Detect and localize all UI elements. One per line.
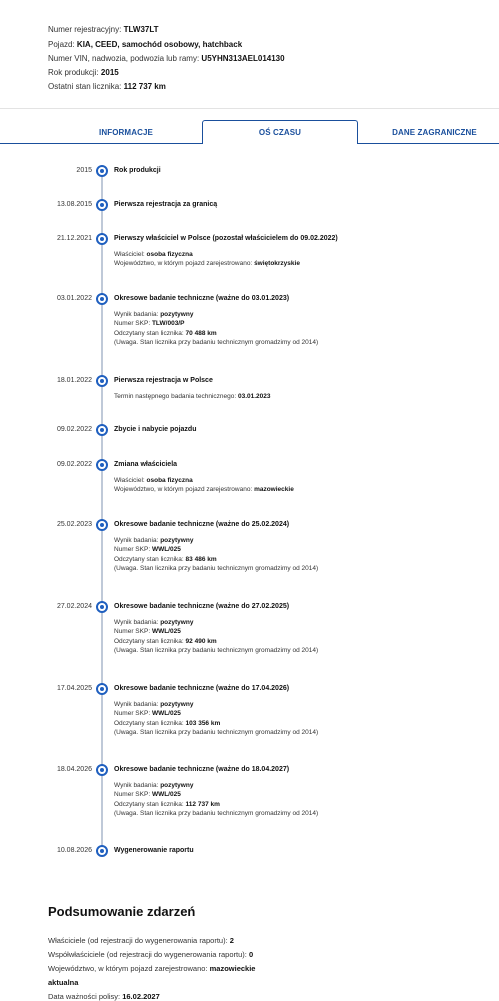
event-details [114,618,318,655]
detail-label: Odczytany stan licznika: [114,637,184,645]
event-date: 18.04.2026 [56,766,92,773]
detail-label: Właściciel: [114,251,145,258]
detail-label: (Uwaga. Stan licznika przy badaniu technicznym gromadzimy od 2014) [114,564,319,572]
event-detail-line [114,338,318,347]
summary-row-policy-date [48,992,160,1001]
detail-value: pozytywny [160,701,194,708]
tab-os-czasu[interactable]: OŚ CZASU [202,120,358,144]
event-detail-line [114,627,318,636]
event-detail-line [114,781,318,790]
summary-title: Podsumowanie zdarzeń [48,904,196,919]
event-title: Okresowe badanie techniczne (ważne do 17.04.2026) [114,685,290,692]
detail-label: Termin następnego badania technicznego: [114,393,237,400]
registration-label: Numer rejestracyjny: [48,25,122,34]
detail-label: Wynik badania: [114,619,159,626]
tab-underline-left [0,143,202,144]
event-title: Okresowe badanie techniczne (ważne do 03.01.2023) [114,295,290,302]
detail-value: 70 488 km [185,329,217,337]
event-details [114,781,318,818]
vehicle-value: KIA, CEED, samochód osobowy, hatchback [76,40,243,49]
timeline-dot-icon [96,459,108,471]
event-detail-line [114,646,318,655]
timeline-dot-icon [96,424,108,436]
detail-value: TLW/003/P [151,320,185,328]
odometer-label: Ostatni stan licznika: [48,82,122,91]
event-details [114,250,300,269]
detail-label: Numer SKP: [114,320,151,328]
event-detail-line [114,637,318,646]
timeline-dot-icon [96,683,108,695]
event-title: Pierwsza rejestracja za granicą [114,201,218,208]
production-year-value: 2015 [100,68,119,77]
summary-label: Województwo, w którym pojazd zarejestrowano: [48,964,208,973]
vin-label: Numer VIN, nadwozia, podwozia lub ramy: [48,54,200,63]
timeline-dot-icon [96,845,108,857]
detail-value: WWL/025 [151,546,181,554]
odometer-row [48,82,166,92]
detail-value: pozytywny [160,782,194,789]
divider [0,108,499,109]
summary-value: 0 [248,950,254,959]
timeline-dot-icon [96,519,108,531]
event-detail-line [114,555,318,564]
event-details [114,536,318,573]
event-detail-line [114,564,318,573]
detail-value: pozytywny [160,619,194,626]
detail-value: WWL/025 [151,710,181,718]
event-date: 10.08.2026 [56,847,92,854]
summary-row-policy-status [48,978,78,987]
event-detail-line [114,790,318,799]
timeline-dot-icon [96,601,108,613]
registration-value: TLW37LT [123,25,159,34]
event-detail-line [114,319,318,328]
event-title: Pierwszy właściciel w Polsce (pozostał właścicielem do 09.02.2022) [114,235,338,242]
detail-label: Numer SKP: [114,628,151,636]
detail-value: WWL/025 [151,791,181,799]
detail-label: (Uwaga. Stan licznika przy badaniu technicznym gromadzimy od 2014) [114,809,319,817]
timeline-dot-icon [96,199,108,211]
detail-value: mazowieckie [254,486,294,494]
event-details [114,700,318,737]
vehicle-label: Pojazd: [48,40,75,49]
event-detail-line [114,259,300,268]
detail-label: Właściciel: [114,477,145,484]
event-date: 2015 [76,167,92,174]
summary-label: Współwłaściciele (od rejestracji do wygenerowania raportu): [48,950,247,959]
event-date: 13.08.2015 [56,201,92,208]
production-year-row [48,68,119,78]
event-date: 18.01.2022 [56,377,92,384]
event-date: 27.02.2024 [56,603,92,610]
timeline-dot-icon [96,233,108,245]
vin-row [48,54,285,64]
production-year-label: Rok produkcji: [48,68,99,77]
event-detail-line [114,800,318,809]
detail-value: 92 490 km [185,637,217,645]
event-detail-line [114,536,318,545]
detail-value: osoba fizyczna [146,477,193,484]
detail-value: osoba fizyczna [146,251,193,258]
timeline-dot-icon [96,764,108,776]
detail-label: Wynik badania: [114,701,159,708]
vin-value: U5YHN313AEL014130 [201,54,285,63]
timeline-dot-icon [96,293,108,305]
detail-label: Wynik badania: [114,311,159,318]
event-title: Wygenerowanie raportu [114,847,194,854]
summary-label: Właściciele (od rejestracji do wygenerowania raportu): [48,936,228,945]
event-detail-line [114,618,318,627]
event-title: Okresowe badanie techniczne (ważne do 18.04.2027) [114,766,290,773]
detail-label: (Uwaga. Stan licznika przy badaniu technicznym gromadzimy od 2014) [114,646,319,654]
event-date: 17.04.2025 [56,685,92,692]
event-detail-line [114,719,318,728]
event-date: 09.02.2022 [56,461,92,468]
summary-row-owners [48,936,234,945]
vehicle-row [48,40,242,50]
detail-label: (Uwaga. Stan licznika przy badaniu technicznym gromadzimy od 2014) [114,338,319,346]
event-detail-line [114,709,318,718]
detail-value: pozytywny [160,311,194,318]
detail-label: Wynik badania: [114,537,159,544]
timeline-line [101,166,103,852]
timeline-dot-icon [96,375,108,387]
event-detail-line [114,809,318,818]
tab-informacje[interactable]: INFORMACJE [99,127,153,137]
detail-label: Numer SKP: [114,791,151,799]
detail-value: 103 356 km [185,719,221,727]
detail-value: 112 737 km [185,800,220,808]
summary-value: 16.02.2027 [122,992,160,1001]
event-detail-line [114,476,294,485]
detail-label: Województwo, w którym pojazd zarejestrowano: [114,260,253,268]
event-detail-line [114,310,318,319]
event-title: Okresowe badanie techniczne (ważne do 25.02.2024) [114,521,290,528]
event-date: 21.12.2021 [56,235,92,242]
event-detail-line [114,545,318,554]
detail-label: Odczytany stan licznika: [114,800,184,808]
detail-value: 03.01.2023 [237,393,271,400]
detail-value: pozytywny [160,537,194,544]
event-detail-line [114,728,318,737]
registration-row [48,25,159,35]
summary-value: mazowieckie [209,964,256,973]
summary-value: 2 [229,936,234,945]
detail-value: 83 486 km [185,555,217,563]
timeline-dot-icon [96,165,108,177]
tab-underline-right [357,143,499,144]
detail-value: świętokrzyskie [254,260,300,268]
detail-label: Województwo, w którym pojazd zarejestrowano: [114,486,253,494]
event-title: Zmiana właściciela [114,461,178,468]
event-details [114,392,271,401]
detail-label: (Uwaga. Stan licznika przy badaniu technicznym gromadzimy od 2014) [114,728,319,736]
event-title: Zbycie i nabycie pojazdu [114,426,197,433]
detail-label: Odczytany stan licznika: [114,329,184,337]
detail-value: WWL/025 [151,628,181,636]
detail-label: Odczytany stan licznika: [114,719,184,727]
detail-label: Numer SKP: [114,546,151,554]
tab-dane-zagraniczne[interactable]: DANE ZAGRANICZNE [392,127,477,137]
event-title: Pierwsza rejestracja w Polsce [114,377,213,384]
event-details [114,310,318,347]
event-title: Okresowe badanie techniczne (ważne do 27.02.2025) [114,603,290,610]
event-details [114,476,294,495]
event-detail-line [114,250,300,259]
summary-row-voivodeship [48,964,255,973]
detail-label: Odczytany stan licznika: [114,555,184,563]
event-detail-line [114,392,271,401]
event-detail-line [114,329,318,338]
event-date: 25.02.2023 [56,521,92,528]
event-detail-line [114,485,294,494]
event-date: 09.02.2022 [56,426,92,433]
event-detail-line [114,700,318,709]
detail-label: Wynik badania: [114,782,159,789]
event-title: Rok produkcji [114,167,161,174]
summary-row-coowners [48,950,253,959]
detail-label: Numer SKP: [114,710,151,718]
summary-label: Data ważności polisy: [48,992,121,1001]
odometer-value: 112 737 km [123,82,166,91]
summary-value: aktualna [48,978,79,987]
event-date: 03.01.2022 [56,295,92,302]
